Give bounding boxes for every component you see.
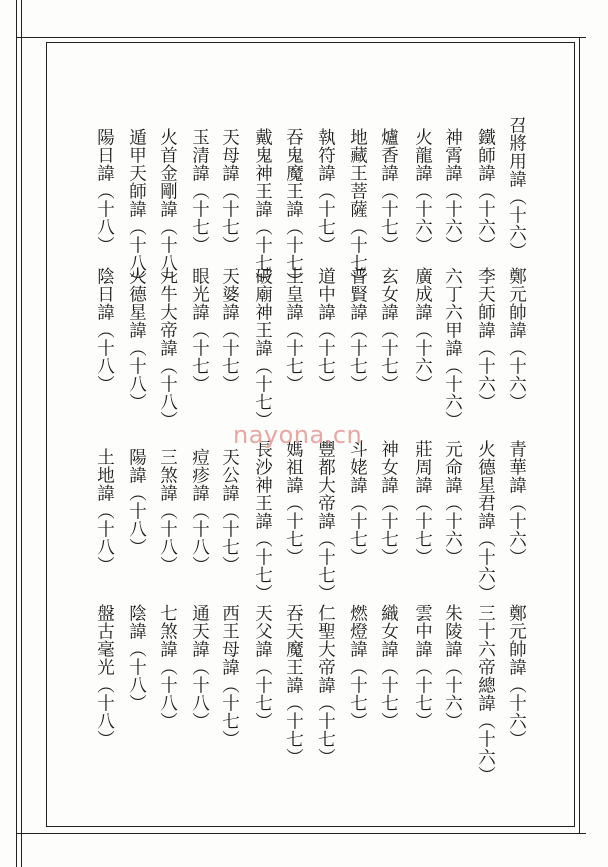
border-bottom-outer bbox=[16, 833, 586, 834]
index-entry: 道中諱（十七） bbox=[315, 267, 336, 393]
index-entry: 爐香諱（十七） bbox=[378, 128, 399, 254]
border-top-inner bbox=[46, 42, 574, 43]
index-entry: 火首金剛諱（十八） bbox=[157, 128, 178, 290]
index-entry: 青華諱（十六） bbox=[506, 440, 527, 566]
index-entry: 李天師諱（十六） bbox=[475, 267, 496, 411]
index-entry: 神女諱（十七） bbox=[378, 440, 399, 566]
index-entry: 仁聖大帝諱（十七） bbox=[315, 604, 336, 766]
index-entry: 六丁六甲諱（十六） bbox=[442, 267, 463, 429]
index-entry: 痘疹諱（十八） bbox=[189, 448, 210, 574]
index-entry: 天父諱（十七） bbox=[252, 604, 273, 730]
index-entry: 火龍諱（十六） bbox=[412, 128, 433, 254]
index-entry: 燃燈諱（十七） bbox=[347, 604, 368, 730]
border-bottom-inner bbox=[46, 826, 574, 827]
index-entry: 七煞諱（十八） bbox=[157, 604, 178, 730]
index-entry: 朱陵諱（十六） bbox=[442, 604, 463, 730]
index-entry: 火德星君諱（十六） bbox=[475, 440, 496, 602]
index-entry: 斗姥諱（十七） bbox=[347, 440, 368, 566]
index-entry: 土皇諱（十七） bbox=[283, 267, 304, 393]
index-entry: 雲中諱（十七） bbox=[412, 604, 433, 730]
index-entry: 執符諱（十七） bbox=[315, 128, 336, 254]
index-entry: 三煞諱（十八） bbox=[157, 448, 178, 574]
index-entry: 吞天魔王諱（十七） bbox=[283, 604, 304, 766]
index-entry: 元命諱（十六） bbox=[442, 440, 463, 566]
index-entry: 天婆諱（十七） bbox=[219, 267, 240, 393]
index-entry: 遁甲天師諱（十八） bbox=[126, 128, 147, 290]
index-entry: 陽日諱（十八） bbox=[94, 128, 115, 254]
border-left-inner bbox=[46, 42, 47, 827]
index-entry: 豐都大帝諱（十七） bbox=[315, 440, 336, 602]
index-entry: 天母諱（十七） bbox=[219, 128, 240, 254]
index-entry: 織女諱（十七） bbox=[378, 604, 399, 730]
index-entry: 盤古毫光（十八） bbox=[94, 604, 115, 748]
index-entry: 眼光諱（十七） bbox=[189, 267, 210, 393]
index-entry: 三十六帝總諱（十六） bbox=[475, 604, 496, 784]
index-entry: 鐵師諱（十六） bbox=[475, 128, 496, 254]
border-right-outer bbox=[579, 37, 580, 834]
index-entry: 莊周諱（十七） bbox=[412, 440, 433, 566]
index-entry: 戴鬼神王諱（十七） bbox=[252, 128, 273, 290]
index-entry: 九牛大帝諱（十八） bbox=[157, 267, 178, 429]
index-entry: 玄女諱（十七） bbox=[378, 267, 399, 393]
index-entry: 火德星諱（十八） bbox=[126, 267, 147, 411]
index-entry: 土地諱（十八） bbox=[94, 448, 115, 574]
gutter-line-inner bbox=[21, 0, 22, 867]
index-entry: 鄭元帥諱（十六） bbox=[506, 604, 527, 748]
index-entry: 玉清諱（十七） bbox=[189, 128, 210, 254]
border-right-inner bbox=[574, 42, 575, 827]
index-entry: 媽祖諱（十七） bbox=[283, 440, 304, 566]
index-entry: 陰諱（十八） bbox=[126, 604, 147, 712]
index-entry: 長沙神王諱（十七） bbox=[252, 440, 273, 602]
index-entry: 廣成諱（十六） bbox=[412, 267, 433, 393]
index-entry: 地藏王菩薩（十七） bbox=[347, 128, 368, 290]
index-entry: 西王母諱（十七） bbox=[219, 604, 240, 748]
index-entry: 普賢諱（十七） bbox=[347, 267, 368, 393]
watermark-text: nayona.cn bbox=[233, 421, 363, 449]
index-entry: 鄭元帥諱（十六） bbox=[506, 267, 527, 411]
gutter-line-outer bbox=[16, 0, 17, 867]
index-entry: 吞鬼魔王諱（十七） bbox=[283, 128, 304, 290]
index-entry: 破廟神王諱（十七） bbox=[252, 267, 273, 429]
index-entry: 陽諱（十八） bbox=[126, 448, 147, 556]
index-entry: 天公諱（十七） bbox=[219, 448, 240, 574]
index-entry: 通天諱（十八） bbox=[189, 604, 210, 730]
index-entry: 召將用諱（十六） bbox=[506, 116, 527, 260]
index-entry: 陰日諱（十八） bbox=[94, 267, 115, 393]
index-entry: 神霄諱（十六） bbox=[442, 128, 463, 254]
border-top-outer bbox=[16, 37, 586, 38]
